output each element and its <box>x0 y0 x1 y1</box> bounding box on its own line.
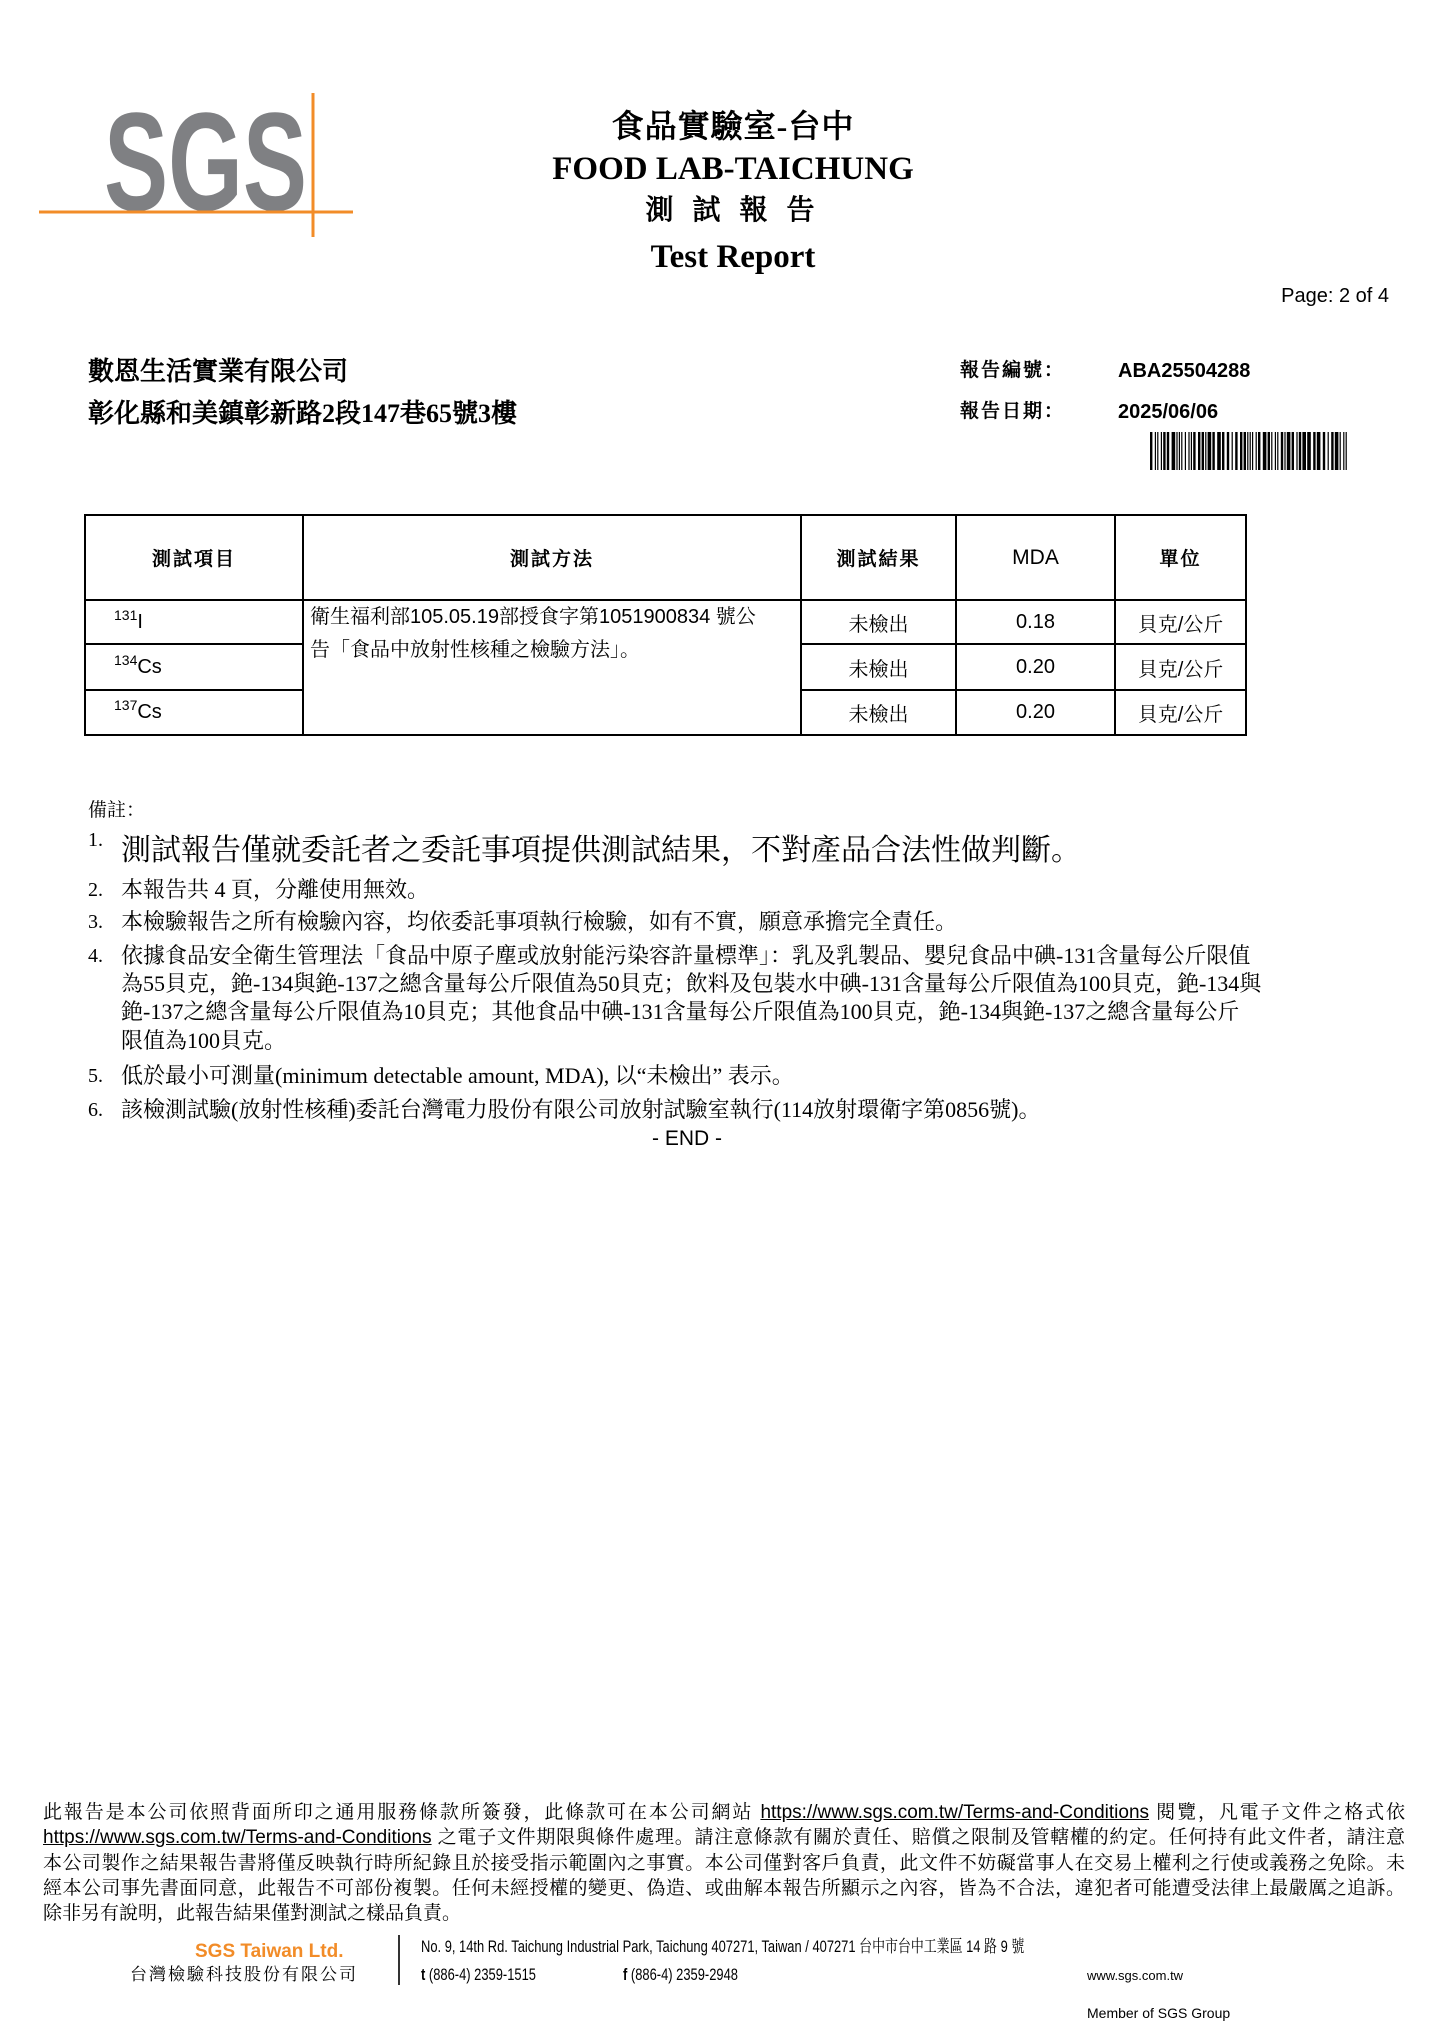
footer-divider <box>398 1935 400 1985</box>
barcode-bar <box>1217 432 1221 470</box>
barcode-bar <box>1281 432 1283 470</box>
header-unit: 單位 <box>1115 515 1246 600</box>
isotope-element: Cs <box>137 655 162 678</box>
barcode-bar <box>1340 432 1341 470</box>
barcode-bar <box>1176 432 1177 470</box>
company-name-zh: 台灣檢驗科技股份有限公司 <box>130 1965 358 1984</box>
barcode-bar <box>1227 432 1229 470</box>
barcode-bar <box>1292 432 1294 470</box>
barcode-bar <box>1163 432 1165 470</box>
barcode-bar <box>1277 432 1278 470</box>
disclaimer-line: 除非另有說明，此報告結果僅對測試之樣品負責。 <box>43 1903 462 1925</box>
barcode-bar <box>1296 432 1297 470</box>
barcode-bar <box>1240 432 1242 470</box>
header-test-item: 測試項目 <box>85 515 303 600</box>
unit-cell: 貝克/公斤 <box>1115 690 1246 735</box>
unit-cell: 貝克/公斤 <box>1115 644 1246 690</box>
note-text: 本報告共 4 頁，分離使用無效。 <box>121 877 430 902</box>
sgs-logo <box>39 83 355 240</box>
report-title-en: Test Report <box>650 239 816 275</box>
lab-name-en: FOOD LAB-TAICHUNG <box>552 151 914 187</box>
barcode-bar <box>1287 432 1291 470</box>
barcode-bar <box>1167 432 1169 470</box>
mda-cell: 0.20 <box>956 690 1115 735</box>
member-of-sgs-group: Member of SGS Group <box>1087 2005 1231 2021</box>
barcode-bar <box>1307 432 1311 470</box>
company-address: No. 9, 14th Rd. Taichung Industrial Park, Taichung 407271, Taiwan / 407271 台中市台中工業區 14 路 9 號 <box>421 1937 1025 1956</box>
barcode-bar <box>1155 432 1156 470</box>
mda-cell: 0.20 <box>956 644 1115 690</box>
barcode-bar <box>1205 432 1206 470</box>
disclaimer-text: 之電子文件期限與條件處理。請注意條款有關於責任、賠償之限制及管轄權的約定。任何持有此文件者，請注意 <box>431 1827 1405 1849</box>
website: www.sgs.com.tw <box>1087 1968 1184 1983</box>
report-title-zh: 測 試 報 告 <box>645 195 821 226</box>
notes-label: 備註： <box>88 800 146 821</box>
note-text <box>121 942 1261 1055</box>
logo-text: SGS <box>104 83 307 240</box>
barcode-bar <box>1235 432 1237 470</box>
isotope-mass: 137 <box>114 697 138 713</box>
barcode-bar <box>1252 432 1253 470</box>
barcode-bar <box>1161 432 1162 470</box>
barcode-bar <box>1247 432 1248 470</box>
note-number: 2. <box>88 879 103 901</box>
method-line: 告「食品中放射性核種之檢驗方法」。 <box>310 639 640 661</box>
results-table <box>84 514 1247 736</box>
method-line: 衛生福利部105.05.19部授食字第1051900834 號公 <box>310 606 756 628</box>
barcode-bar <box>1258 432 1260 470</box>
lab-name-zh: 食品實驗室-台中 <box>611 108 855 144</box>
note-number: 6. <box>88 1099 103 1121</box>
barcode-bar <box>1331 432 1333 470</box>
result-cell: 未檢出 <box>801 690 956 735</box>
fax-number: (886-4) 2359-2948 <box>630 1965 738 1984</box>
barcode-bar <box>1191 432 1192 470</box>
barcode-bar <box>1198 432 1200 470</box>
test-method-cell <box>303 600 801 735</box>
test-item-cell <box>85 600 303 644</box>
page-number: Page: 2 of 4 <box>1281 285 1389 307</box>
barcode-bar <box>1193 432 1195 470</box>
result-cell: 未檢出 <box>801 600 956 644</box>
header-mda: MDA <box>956 515 1115 600</box>
barcode-bar <box>1212 432 1214 470</box>
terms-link[interactable]: https://www.sgs.com.tw/Terms-and-Conditions <box>43 1827 432 1849</box>
barcode-bar <box>1302 432 1306 470</box>
note-text: 本檢驗報告之所有檢驗內容，均依委託事項執行檢驗，如有不實，願意承擔完全責任。 <box>121 909 958 934</box>
barcode-bar <box>1328 432 1329 470</box>
client-name: 數恩生活實業有限公司 <box>88 357 349 386</box>
barcode-bar <box>1268 432 1270 470</box>
barcode-bar <box>1150 432 1152 470</box>
barcode-bar <box>1232 432 1233 470</box>
isotope-element: I <box>137 610 143 633</box>
barcode-bar <box>1208 432 1212 470</box>
note-number: 3. <box>88 911 103 933</box>
disclaimer-line: 本公司製作之結果報告書將僅反映執行時所紀錄且於接受指示範圍內之事實。本公司僅對客戶負責，此文件不妨礙當事人在交易上權利之行使或義務之免除。未 <box>43 1852 1405 1874</box>
report-number-label: 報告編號： <box>960 360 1066 381</box>
barcode-bar <box>1181 432 1182 470</box>
barcode-bar <box>1250 432 1251 470</box>
terms-link[interactable]: https://www.sgs.com.tw/Terms-and-Conditions <box>760 1802 1150 1823</box>
report-date: 2025/06/06 <box>1118 401 1219 423</box>
note-line: 限值為100貝克。 <box>121 1027 287 1053</box>
note-line: 銫-137之總含量每公斤限值為10貝克；其他食品中碘-131含量每公斤限值為100貝克，銫-134與銫-137之總含量每公斤 <box>121 999 1240 1025</box>
fax-label: f <box>623 1965 628 1984</box>
end-mark: - END - <box>652 1127 722 1150</box>
isotope-mass: 131 <box>114 606 138 623</box>
barcode-bar <box>1185 432 1186 470</box>
barcode-bar <box>1157 432 1158 470</box>
note-line: 為55貝克，銫-134與銫-137之總含量每公斤限值為50貝克；飲料及包裝水中碘-131含量每公斤限值為100貝克，銫-134與 <box>121 971 1262 997</box>
note-number: 5. <box>88 1065 103 1087</box>
barcode-bar <box>1343 432 1344 470</box>
barcode <box>1150 432 1350 470</box>
header-test-method: 測試方法 <box>303 515 801 600</box>
barcode-bar <box>1256 432 1257 470</box>
barcode-bar <box>1188 432 1189 470</box>
phone-label: t <box>421 1965 426 1984</box>
fax <box>623 1964 738 1986</box>
barcode-bar <box>1172 432 1176 470</box>
header-test-result: 測試結果 <box>801 515 956 600</box>
disclaimer-line: 經本公司事先書面同意，此報告不可部份複製。任何未經授權的變更、偽造、或曲解本報告所顯示之內容，皆為不合法，違犯者可能遭受法律上最嚴厲之追訴。 <box>43 1877 1405 1899</box>
barcode-bar <box>1222 432 1224 470</box>
barcode-bar <box>1179 432 1180 470</box>
isotope-mass: 134 <box>114 651 138 668</box>
disclaimer-text: 閱覽，凡電子文件之格式依 <box>1149 1802 1405 1823</box>
barcode-bar <box>1299 432 1301 470</box>
test-item-cell <box>85 644 303 690</box>
disclaimer <box>43 1800 1405 1926</box>
barcode-bar <box>1275 432 1276 470</box>
table-header-row <box>85 515 1246 600</box>
report-date-label: 報告日期： <box>960 401 1066 422</box>
barcode-bar <box>1271 432 1272 470</box>
mda-cell: 0.18 <box>956 600 1115 644</box>
phone-number: (886-4) 2359-1515 <box>428 1965 536 1984</box>
barcode-bar <box>1317 432 1321 470</box>
note-number: 1. <box>88 829 103 851</box>
barcode-bar <box>1263 432 1267 470</box>
barcode-bar <box>1335 432 1339 470</box>
test-item-cell <box>85 690 303 735</box>
disclaimer-line <box>43 1800 1405 1825</box>
note-text: 低於最小可測量(minimum detectable amount, MDA), 以“未檢出” 表示。 <box>121 1063 794 1088</box>
isotope-element: Cs <box>137 701 162 723</box>
barcode-bar <box>1244 432 1246 470</box>
note-number: 4. <box>88 945 103 967</box>
disclaimer-text: 此報告是本公司依照背面所印之通用服務條款所簽發，此條款可在本公司網站 <box>43 1802 761 1823</box>
note-line: 依據食品安全衛生管理法「食品中原子塵或放射能污染容許量標準」：乳及乳製品、嬰兒食品中碘-131含量每公斤限值 <box>121 943 1251 968</box>
disclaimer-line <box>43 1825 1405 1850</box>
barcode-bar <box>1323 432 1325 470</box>
barcode-bar <box>1346 432 1347 470</box>
note-text: 測試報告僅就委託者之委託事項提供測試結果，不對產品合法性做判斷。 <box>121 834 1081 867</box>
note-text: 該檢測試驗(放射性核種)委託台灣電力股份有限公司放射試驗室執行(114放射環衛字第0856號)。 <box>121 1097 1041 1122</box>
phone <box>421 1964 536 1986</box>
barcode-bar <box>1313 432 1315 470</box>
barcode-bar <box>1284 432 1285 470</box>
result-cell: 未檢出 <box>801 644 956 690</box>
company-name-en: SGS Taiwan Ltd. <box>195 1941 344 1962</box>
report-number: ABA25504288 <box>1118 360 1251 382</box>
client-address: 彰化縣和美鎮彰新路2段147巷65號3樓 <box>88 399 518 428</box>
barcode-bar <box>1202 432 1204 470</box>
unit-cell: 貝克/公斤 <box>1115 600 1246 644</box>
table-row <box>85 600 1246 644</box>
